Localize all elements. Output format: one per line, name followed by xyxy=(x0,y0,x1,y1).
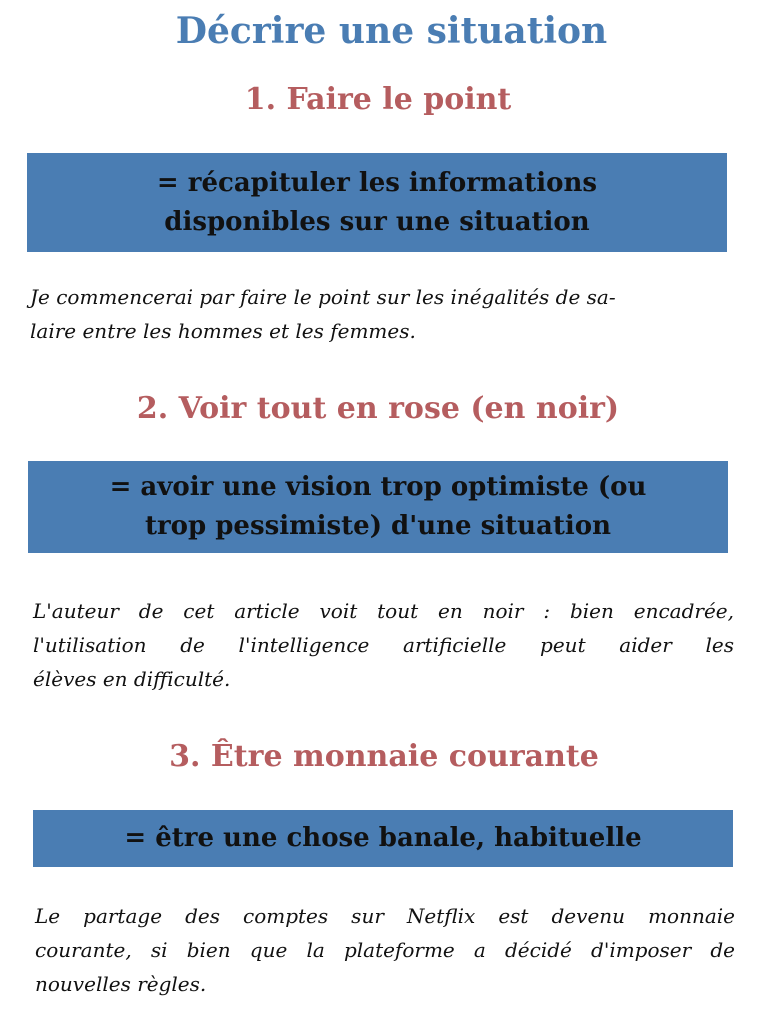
definition-line: = être une chose banale, habituelle xyxy=(124,823,642,853)
example-text-1 xyxy=(30,280,732,348)
example-line: élèves en difficulté. xyxy=(33,667,231,691)
example-line: nouvelles règles. xyxy=(35,972,207,996)
definition-box-3 xyxy=(33,810,733,867)
definition-box-1 xyxy=(27,153,727,252)
example-line: courante, si bien que la plateforme a décidé d'imposer de xyxy=(35,938,735,962)
example-line: Le partage des comptes sur Netflix est devenu monnaie xyxy=(35,904,735,928)
definition-line: = récapituler les informations xyxy=(156,167,598,198)
example-text-3 xyxy=(35,899,735,1001)
section-heading-2: 2. Voir tout en rose (en noir) xyxy=(136,391,620,426)
definition-line: disponibles sur une situation xyxy=(164,206,590,237)
page-title: Décrire une situation xyxy=(175,10,608,52)
example-text-2 xyxy=(33,594,734,696)
definition-line: trop pessimiste) d'une situation xyxy=(144,511,612,541)
example-line: Je commencerai par faire le point sur les inégalités de sa- xyxy=(30,285,616,309)
definition-box-2 xyxy=(28,461,728,553)
section-heading-3: 3. Être monnaie courante xyxy=(169,739,599,774)
example-line: L'auteur de cet article voit tout en noir : bien encadrée, xyxy=(33,599,734,623)
example-line: l'utilisation de l'intelligence artificielle peut aider les xyxy=(33,633,734,657)
example-line: laire entre les hommes et les femmes. xyxy=(30,319,416,343)
definition-line: = avoir une vision trop optimiste (ou xyxy=(109,472,647,502)
section-heading-1: 1. Faire le point xyxy=(244,82,512,117)
